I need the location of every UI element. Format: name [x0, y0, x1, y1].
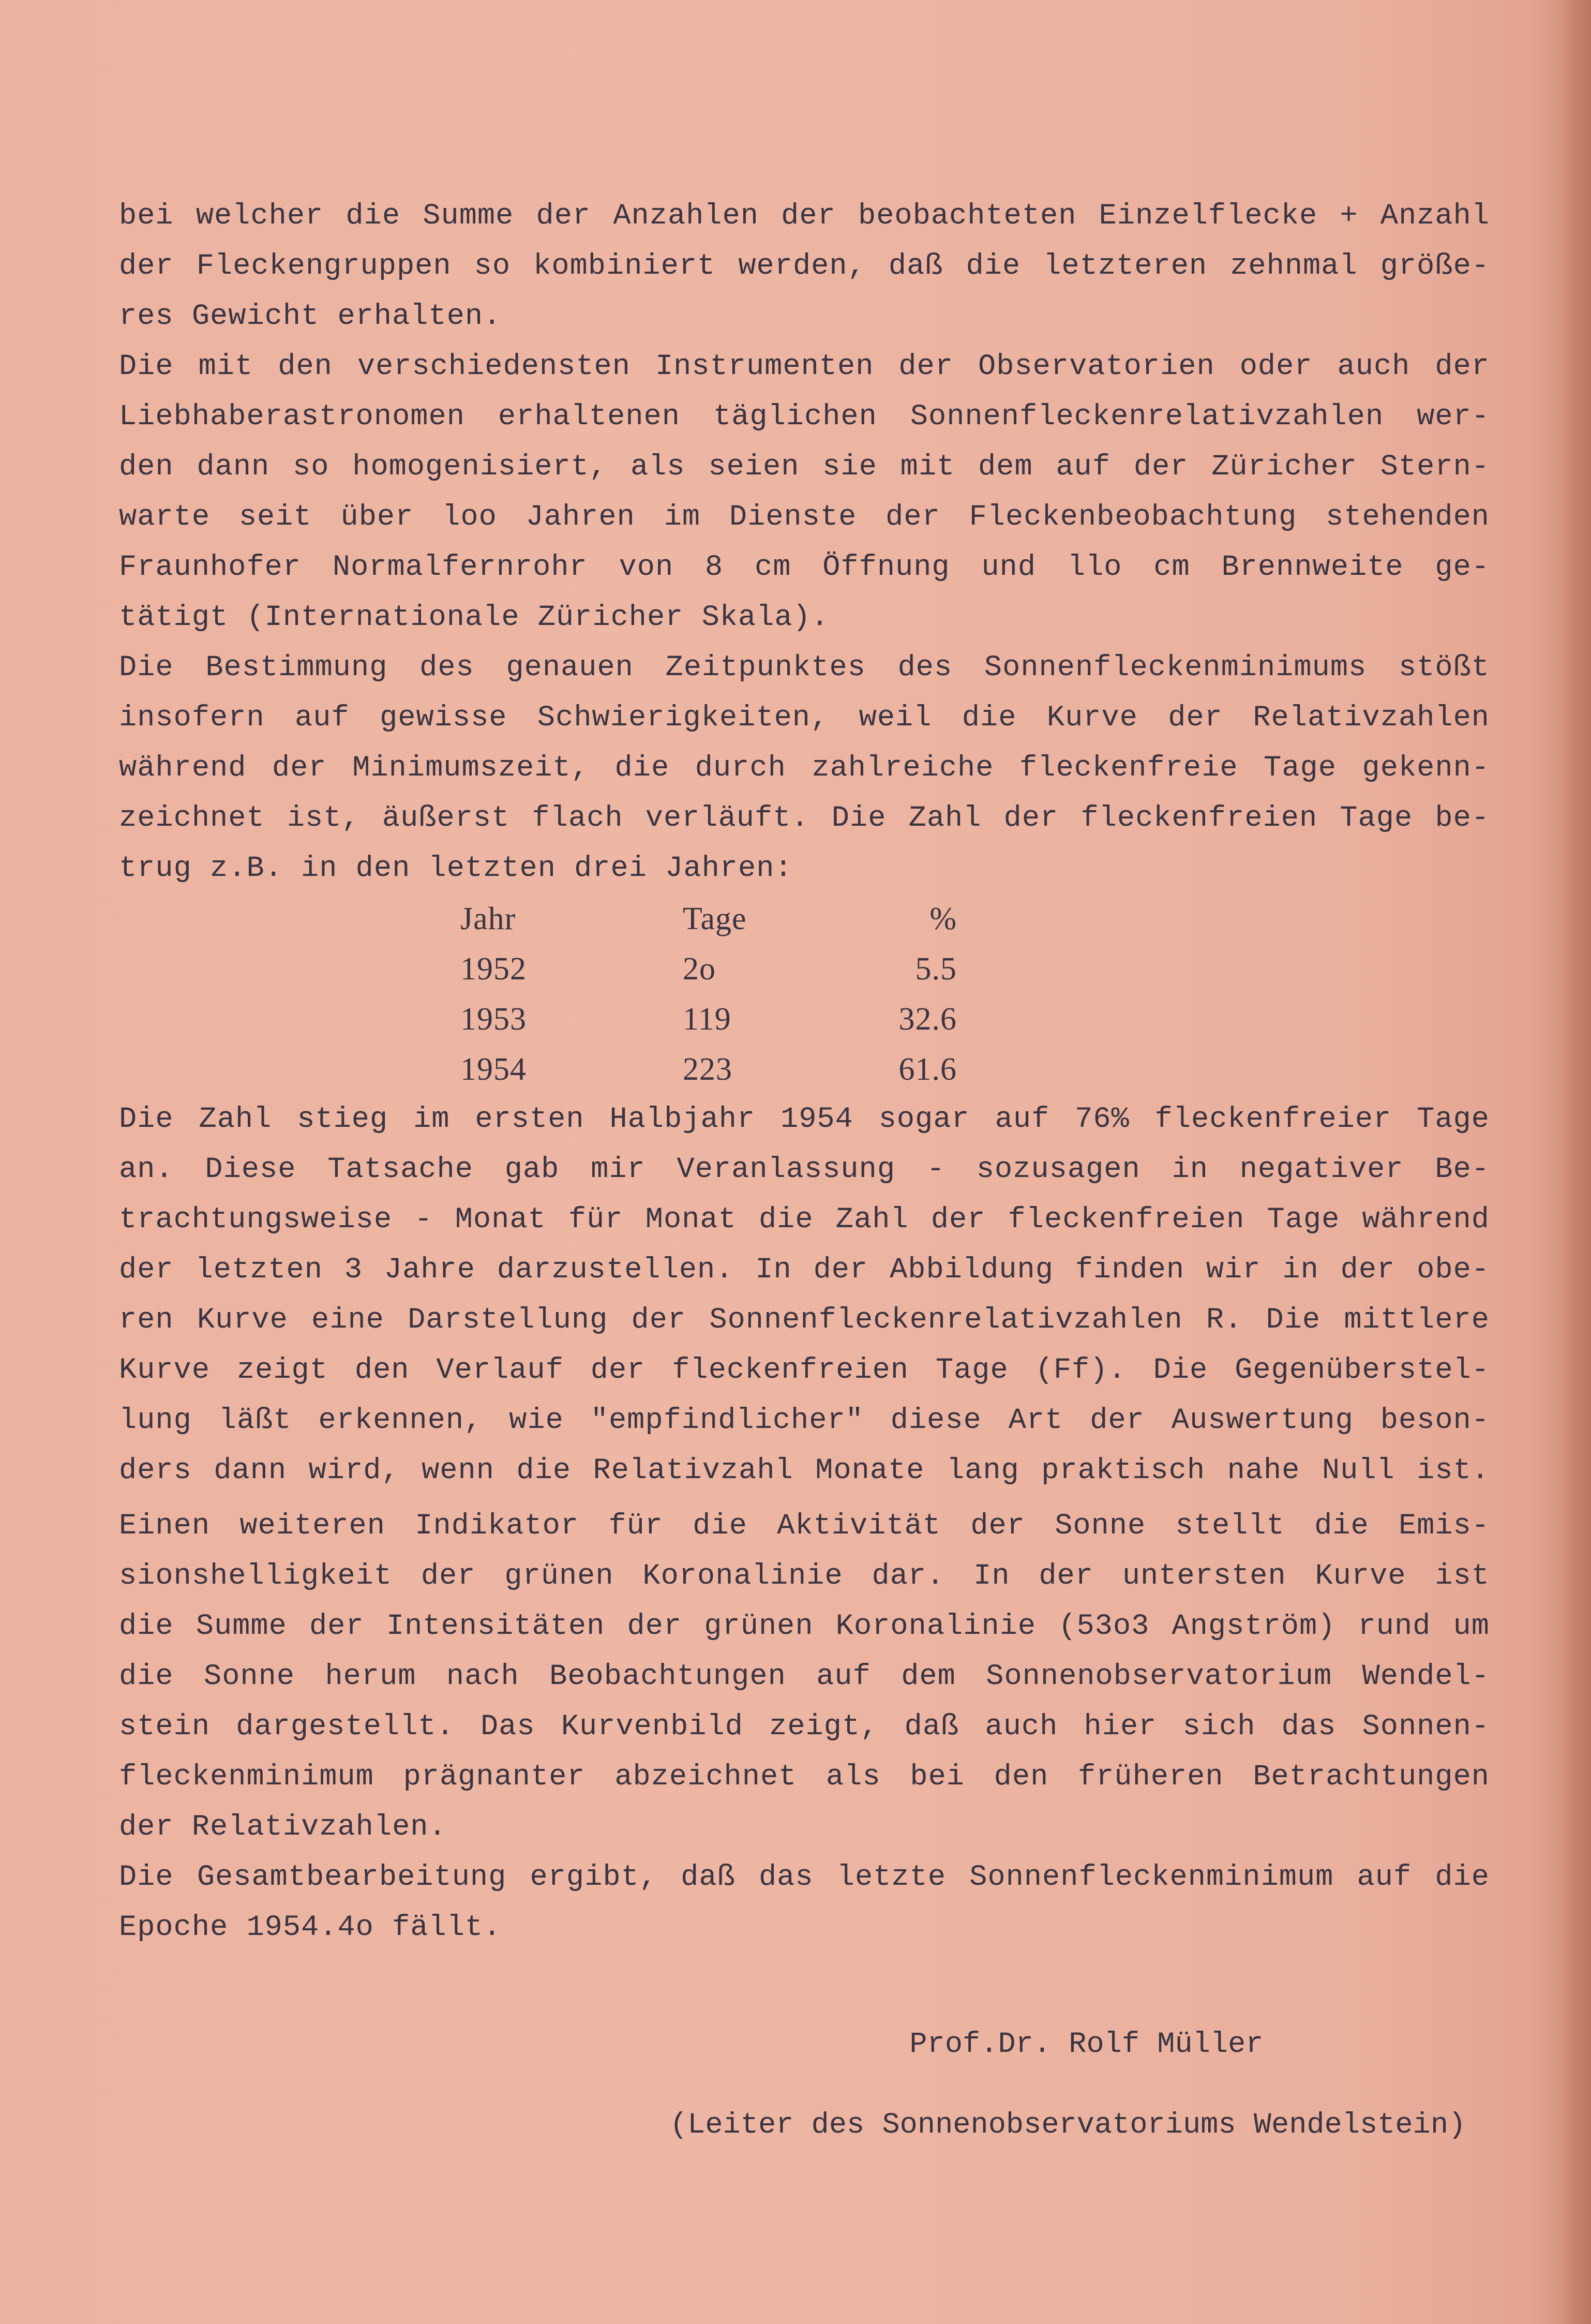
text-line: res Gewicht erhalten. — [119, 300, 502, 333]
table-header-cell: % — [929, 901, 957, 936]
table-cell: 32.6 — [898, 1002, 957, 1037]
table-cell: 1954 — [460, 1052, 527, 1087]
paragraph-2 — [119, 342, 1490, 643]
table-row — [119, 944, 1490, 994]
paragraph-3 — [119, 643, 1490, 894]
table-cell: 119 — [683, 1002, 731, 1037]
text-line: zeichnet ist, äußerst flach verläuft. Die Zahl der fleckenfreien Tage be- — [119, 802, 1490, 835]
text-line: stein dargestellt. Das Kurvenbild zeigt, daß auch hier sich das Sonnen- — [119, 1710, 1490, 1744]
text-line: ders dann wird, wenn die Relativzahl Monate lang praktisch nahe Null ist. — [119, 1454, 1490, 1487]
text-line: Epoche 1954.4o fällt. — [119, 1911, 502, 1944]
text-line: Die mit den verschiedensten Instrumenten der Observatorien oder auch der — [119, 350, 1490, 383]
table-cell: 5.5 — [915, 951, 957, 987]
table-header-cell: Tage — [683, 901, 747, 936]
text-line: während der Minimumszeit, die durch zahlreiche fleckenfreie Tage gekenn- — [119, 752, 1490, 785]
text-line: Einen weiteren Indikator für die Aktivität der Sonne stellt die Emis- — [119, 1510, 1490, 1543]
table-header-cell: Jahr — [460, 901, 516, 936]
text-line: trug z.B. in den letzten drei Jahren: — [119, 852, 793, 885]
table-row — [119, 1045, 1490, 1095]
author-title: (Leiter des Sonnenobservatoriums Wendelstein) — [670, 2109, 1466, 2142]
text-line: Fraunhofer Normalfernrohr von 8 cm Öffnung und llo cm Brennweite ge- — [119, 551, 1490, 584]
text-line: trachtungsweise - Monat für Monat die Zahl der fleckenfreien Tage während — [119, 1203, 1490, 1237]
text-line: Die Zahl stieg im ersten Halbjahr 1954 sogar auf 76% fleckenfreier Tage — [119, 1103, 1490, 1136]
document-body — [119, 191, 1490, 1953]
text-line: die Sonne herum nach Beobachtungen auf dem Sonnenobservatorium Wendel- — [119, 1660, 1490, 1693]
text-line: tätigt (Internationale Züricher Skala). — [119, 601, 830, 634]
paragraph-4 — [119, 1095, 1490, 1496]
paragraph-6 — [119, 1853, 1490, 1953]
text-line: fleckenminimum prägnanter abzeichnet als bei den früheren Betrachtungen — [119, 1761, 1490, 1794]
text-line: insofern auf gewisse Schwierigkeiten, weil die Kurve der Relativzahlen — [119, 702, 1490, 735]
text-line: Kurve zeigt den Verlauf der fleckenfreien Tage (Ff). Die Gegenüberstel- — [119, 1354, 1490, 1387]
author-name: Prof.Dr. Rolf Müller — [909, 2028, 1264, 2061]
table-header-row — [119, 894, 1490, 944]
spotless-days-table — [119, 894, 1490, 1095]
text-line: den dann so homogenisiert, als seien sie mit dem auf der Züricher Stern- — [119, 451, 1490, 484]
text-line: der Relativzahlen. — [119, 1811, 447, 1844]
text-line: Liebhaberastronomen erhaltenen täglichen Sonnenfleckenrelativzahlen wer- — [119, 400, 1490, 434]
table-cell: 61.6 — [898, 1052, 957, 1087]
signature-block — [670, 1984, 1466, 2186]
text-line: Die Bestimmung des genauen Zeitpunktes des Sonnenfleckenminimums stößt — [119, 651, 1490, 684]
paragraph-5 — [119, 1501, 1490, 1853]
text-line: an. Diese Tatsache gab mir Veranlassung - sozusagen in negativer Be- — [119, 1153, 1490, 1186]
page-edge — [1559, 0, 1591, 2324]
text-line: der letzten 3 Jahre darzustellen. In der Abbildung finden wir in der obe- — [119, 1254, 1490, 1287]
table-cell: 1953 — [460, 1002, 527, 1037]
text-line: bei welcher die Summe der Anzahlen der beobachteten Einzelflecke + Anzahl — [119, 200, 1490, 233]
text-line: sionshelligkeit der grünen Koronalinie dar. In der untersten Kurve ist — [119, 1560, 1490, 1593]
text-line: Die Gesamtbearbeitung ergibt, daß das letzte Sonnenfleckenminimum auf die — [119, 1861, 1490, 1894]
text-line: ren Kurve eine Darstellung der Sonnenfleckenrelativzahlen R. Die mittlere — [119, 1304, 1490, 1337]
table-cell: 2o — [683, 951, 716, 987]
table-cell: 223 — [683, 1052, 732, 1087]
table-row — [119, 994, 1490, 1045]
paragraph-1 — [119, 191, 1490, 342]
text-line: warte seit über loo Jahren im Dienste der Fleckenbeobachtung stehenden — [119, 501, 1490, 534]
table-cell: 1952 — [460, 951, 527, 987]
text-line: die Summe der Intensitäten der grünen Koronalinie (53o3 Angström) rund um — [119, 1610, 1490, 1643]
text-line: der Fleckengruppen so kombiniert werden, daß die letzteren zehnmal größe- — [119, 250, 1490, 283]
text-line: lung läßt erkennen, wie "empfindlicher" diese Art der Auswertung beson- — [119, 1404, 1490, 1437]
